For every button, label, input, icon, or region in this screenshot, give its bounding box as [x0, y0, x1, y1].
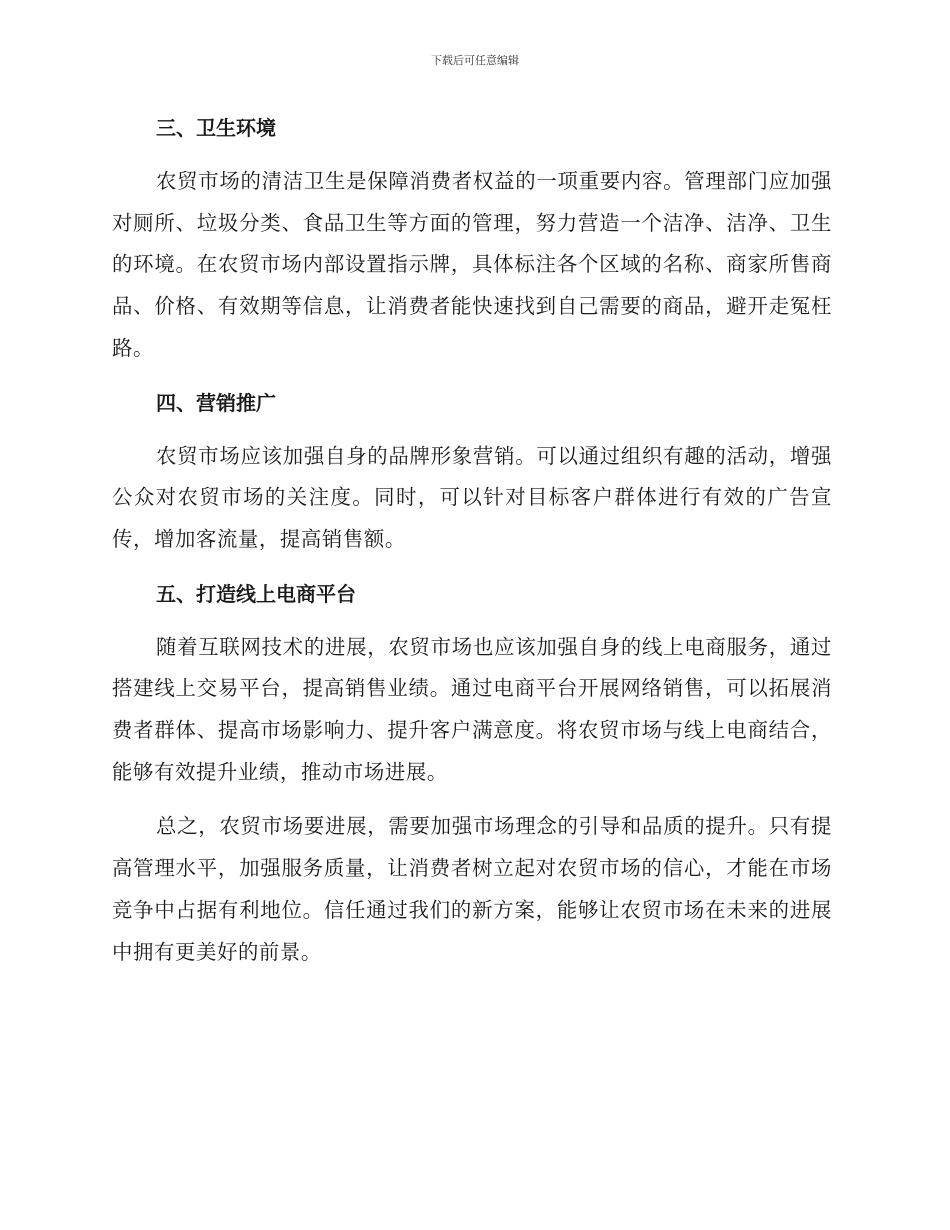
section-heading-hygiene: 三、卫生环境	[156, 116, 276, 140]
section-heading-marketing: 四、营销推广	[156, 390, 276, 415]
page-header-note: 下载后可任意编辑	[431, 54, 519, 67]
document-body	[112, 108, 832, 973]
section-paragraph-hygiene: 农贸市场的清洁卫生是保障消费者权益的一项重要内容。管理部门应加强对厕所、垃圾分类、食品卫生等方面的管理，努力营造一个洁净、洁净、卫生的环境。在农贸市场内部设置指示牌，具体标注各个区域的名称、商家所售商品、价格、有效期等信息，让消费者能快速找到自己需要的商品，避开走冤枉路。	[112, 169, 832, 360]
section-paragraph-ecommerce: 随着互联网技术的进展，农贸市场也应该加强自身的线上电商服务，通过搭建线上交易平台，提高销售业绩。通过电商平台开展网络销售，可以拓展消费者群体、提高市场影响力、提升客户满意度。将农贸市场与线上电商结合，能够有效提升业绩，推动市场进展。	[112, 634, 832, 784]
conclusion-paragraph: 总之，农贸市场要进展，需要加强市场理念的引导和品质的提升。只有提高管理水平，加强服务质量，让消费者树立起对农贸市场的信心，才能在市场竞争中占据有利地位。信任通过我们的新方案，能够让农贸市场在未来的进展中拥有更美好的前景。	[112, 814, 832, 964]
section-paragraph-marketing: 农贸市场应该加强自身的品牌形象营销。可以通过组织有趣的活动，增强公众对农贸市场的关注度。同时，可以针对目标客户群体进行有效的广告宣传，增加客流量，提高销售额。	[112, 443, 832, 551]
section-heading-ecommerce: 五、打造线上电商平台	[156, 581, 356, 606]
